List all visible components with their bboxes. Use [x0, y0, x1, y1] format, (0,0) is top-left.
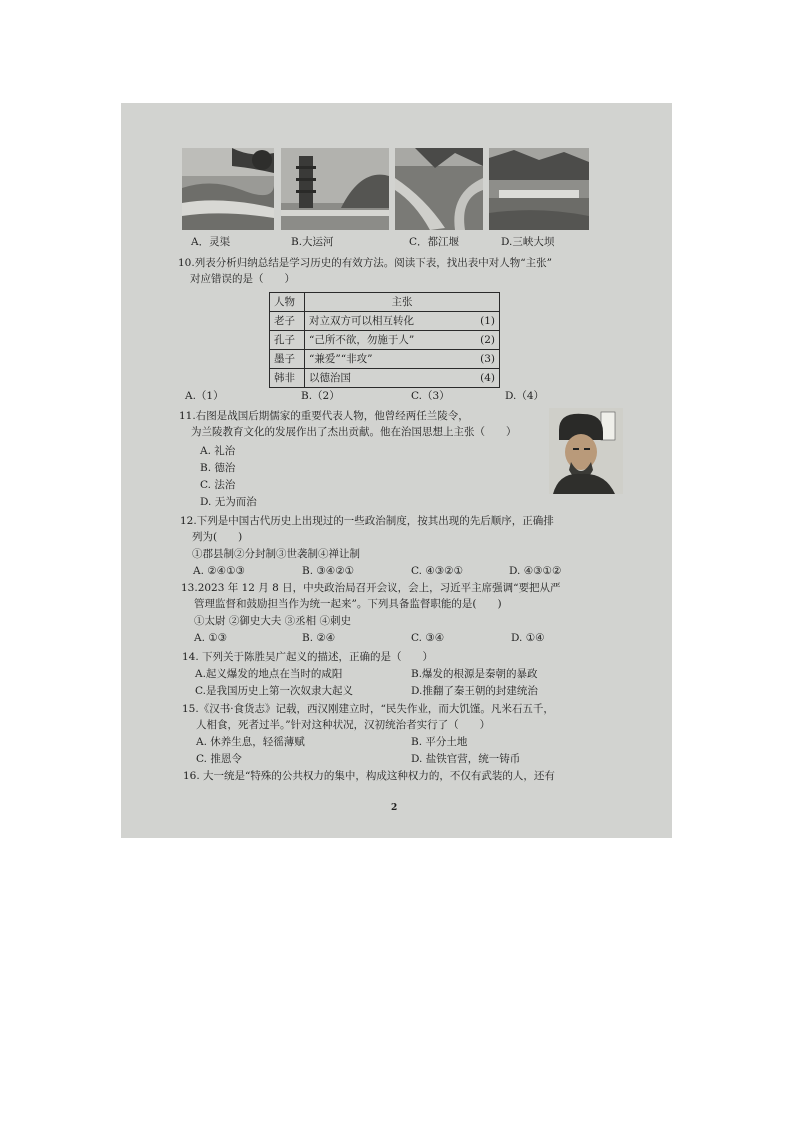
q11-question-line-1: 11.右图是战国后期儒家的重要代表人物，他曾经两任兰陵令， [179, 410, 469, 422]
row-number: (1) [480, 314, 495, 327]
row-claim: 以德治国 [309, 371, 351, 384]
photo-lingqu [182, 148, 274, 230]
q13-question-line-2: 管理监督和鼓励担当作为统一起来”。下列具备监督职能的是( ) [194, 598, 502, 610]
grand-canal-image [281, 148, 389, 230]
page-number: 2 [391, 803, 398, 813]
q10-question-line-1: 10.列表分析归纳总结是学习历史的有效方法。阅读下表，找出表中对人物“主张” [178, 257, 552, 269]
q12-option-d: D. ④③①② [509, 565, 562, 577]
q14-option-b: B.爆发的根源是秦朝的暴政 [411, 668, 538, 680]
q12-question-line-2: 列为( ) [192, 531, 243, 543]
row-person: 老子 [270, 312, 305, 331]
q12-option-c: C. ④③②① [411, 565, 463, 577]
q15-question-line-1: 15.《汉书·食货志》记载，西汉刚建立时，“民失作业，而大饥馑。凡米石五千， [182, 703, 554, 715]
q15-option-d: D. 盐铁官营，统一铸币 [411, 753, 521, 765]
q15-question-line-2: 人相食，死者过半。”针对这种状况，汉初统治者实行了（ ） [196, 719, 491, 731]
q11-option-a: A. 礼治 [200, 445, 236, 457]
row-person: 墨子 [270, 350, 305, 369]
row-person: 孔子 [270, 331, 305, 350]
q14-option-c: C.是我国历史上第一次奴隶大起义 [195, 685, 353, 697]
q13-option-c: C. ③④ [411, 632, 445, 644]
row-number: (4) [480, 371, 495, 384]
table-row [270, 331, 500, 350]
q13-items: ①太尉 ②御史大夫 ③丞相 ④刺史 [194, 615, 352, 627]
exam-page [121, 103, 672, 838]
q9-option-c: C．都江堰 [409, 236, 460, 248]
table-header-row [270, 293, 500, 312]
q14-option-a: A.起义爆发的地点在当时的咸阳 [195, 668, 343, 680]
header-claim: 主张 [305, 293, 500, 312]
q10-option-c: C.（3） [411, 390, 450, 402]
row-claim: 对立双方可以相互转化 [309, 314, 414, 327]
q13-question-line-1: 13.2023 年 12 月 8 日，中央政治局召开会议，会上，习近平主席强调“要把从严 [181, 582, 561, 594]
q15-option-c: C. 推恩令 [196, 753, 242, 765]
q10-option-b: B.（2） [301, 390, 340, 402]
photo-three-gorges-dam [489, 148, 589, 230]
table-row [270, 312, 500, 331]
q9-option-d: D.三峡大坝 [501, 236, 555, 248]
q11-option-b: B. 德治 [200, 462, 236, 474]
q12-option-a: A. ②④①③ [193, 565, 245, 577]
table-row [270, 369, 500, 388]
q12-question-line-1: 12.下列是中国古代历史上出现过的一些政治制度，按其出现的先后顺序，正确排 [180, 515, 554, 527]
q14-option-d: D.推翻了秦王朝的封建统治 [411, 685, 538, 697]
q10-table [269, 292, 500, 388]
row-person: 韩非 [270, 369, 305, 388]
row-claim: “兼爱”“非攻” [309, 352, 373, 365]
q13-option-d: D. ①④ [511, 632, 545, 644]
three-gorges-dam-image [489, 148, 589, 230]
header-person: 人物 [270, 293, 305, 312]
q15-option-a: A. 休养生息，轻徭薄赋 [196, 736, 305, 748]
table-row [270, 350, 500, 369]
q10-option-a: A.（1） [185, 390, 224, 402]
q9-option-a: A．灵渠 [191, 236, 231, 248]
dujiangyan-image [395, 148, 483, 230]
q14-question-line-1: 14. 下列关于陈胜吴广起义的描述，正确的是（ ） [182, 651, 434, 663]
q13-option-a: A. ①③ [194, 632, 228, 644]
q12-items: ①郡县制②分封制③世袭制④禅让制 [192, 548, 360, 560]
row-number: (2) [480, 333, 495, 346]
xunzi-portrait [549, 408, 623, 494]
photo-grand-canal [281, 148, 389, 230]
photo-dujiangyan [395, 148, 483, 230]
row-claim: “己所不欲，勿施于人” [309, 333, 415, 346]
q10-question-line-2: 对应错误的是（ ） [190, 273, 295, 285]
portrait-image [549, 408, 623, 494]
q16-question-line-1: 16. 大一统是“特殊的公共权力的集中，构成这种权力的，不仅有武装的人，还有 [183, 770, 555, 782]
q15-option-b: B. 平分土地 [411, 736, 468, 748]
q11-option-c: C. 法治 [200, 479, 236, 491]
q12-option-b: B. ③④②① [302, 565, 355, 577]
q11-option-d: D. 无为而治 [200, 496, 257, 508]
q9-option-b: B.大运河 [291, 236, 334, 248]
row-number: (3) [480, 352, 495, 365]
q11-question-line-2: 为兰陵教育文化的发展作出了杰出贡献。他在治国思想上主张（ ） [191, 426, 517, 438]
q10-option-d: D.（4） [505, 390, 545, 402]
lingqu-image [182, 148, 274, 230]
q13-option-b: B. ②④ [302, 632, 336, 644]
